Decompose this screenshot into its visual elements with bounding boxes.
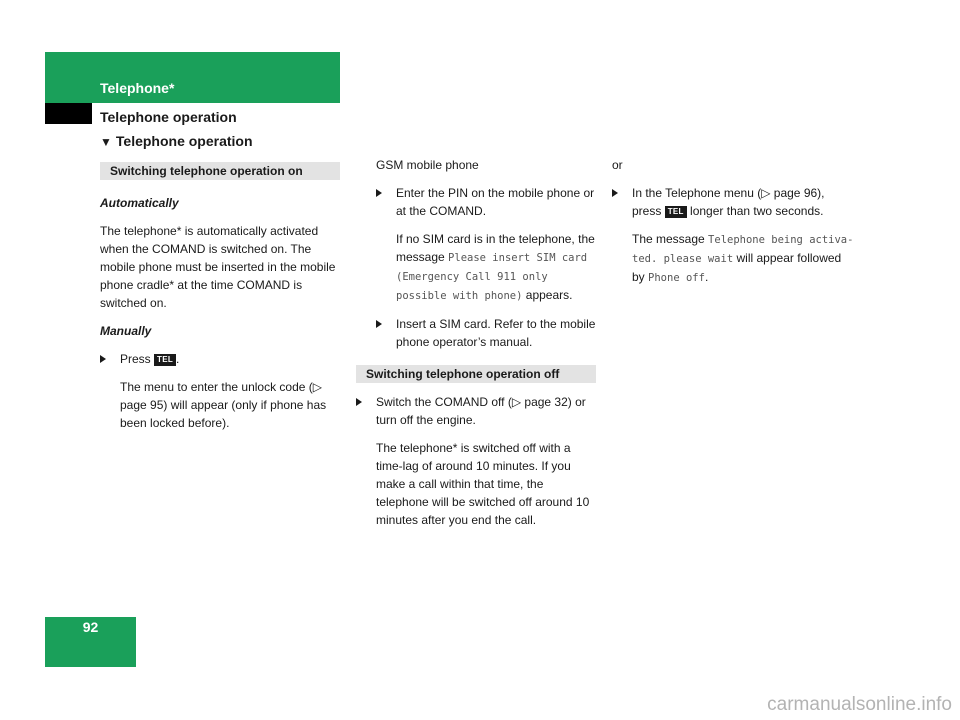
auto-heading: Automatically (100, 196, 179, 210)
menu-bullet: In the Telephone menu (▷ page 96), press TEL longer than two seconds. (612, 184, 857, 220)
press-bullet (100, 350, 340, 368)
column-2 (356, 156, 596, 529)
activating-message: Telephone being activated. please wait (632, 234, 854, 265)
arrow-icon (356, 398, 362, 406)
column-1 (100, 162, 340, 432)
page-number-box (45, 617, 136, 667)
auto-text: The telephone* is automatically activated when the COMAND is switched on. The mobile phone must be inserted in the mobile phone cradle* at the time COMAND is switched on. (100, 224, 336, 310)
section-title-text: Telephone operation (115, 133, 253, 149)
manual-heading: Manually (100, 324, 152, 338)
tel-key-icon: TEL (154, 354, 176, 366)
arrow-icon (376, 189, 382, 197)
nosim-message: Please insert SIM card (Emergency Call 911 only possible with phone) (396, 252, 588, 302)
triangle-down-icon: ▼ (100, 135, 112, 149)
press-end: . (176, 352, 180, 366)
tel-key-icon: TEL (665, 206, 687, 218)
section-title (100, 133, 253, 149)
arrow-icon (376, 320, 382, 328)
insert-bullet: Insert a SIM card. Refer to the mobile phone operator’s manual. (356, 315, 596, 351)
unlock-text: The menu to enter the unlock code (▷ page 95) will appear (only if phone has been locked before). (120, 380, 327, 430)
chapter-title: Telephone* (100, 80, 175, 96)
column-3 (612, 156, 857, 287)
page-ref-icon: ▷ (312, 380, 323, 394)
header-band (45, 52, 340, 103)
or-text: or (612, 158, 623, 172)
gsm-label: GSM mobile phone (376, 158, 479, 172)
phone-off-message: Phone off (648, 272, 705, 284)
arrow-icon (612, 189, 618, 197)
watermark: carmanualsonline.info (767, 694, 952, 715)
nosim-text: If no SIM card is in the telephone, the message Please insert SIM card (Emergency Call 911 only possible with phone) appears. (396, 232, 595, 302)
subchapter-title: Telephone operation (100, 109, 237, 125)
page-ref-icon: ▷ (511, 395, 522, 409)
press-text: Press (120, 352, 151, 366)
off-text: The telephone* is switched off with a time-lag of around 10 minutes. If you make a call within that time, the telephone will be switched off around 10 minutes after you end the call. (376, 441, 590, 527)
section-bar-off: Switching telephone operation off (356, 365, 596, 383)
switch-bullet: Switch the COMAND off (▷ page 32) or turn off the engine. (356, 393, 596, 429)
black-tab (45, 103, 92, 124)
page-ref-icon: ▷ (761, 186, 771, 200)
page-number: 92 (82, 619, 99, 635)
pin-bullet: Enter the PIN on the mobile phone or at the COMAND. (356, 184, 596, 220)
section-bar-on: Switching telephone operation on (100, 162, 340, 180)
message-text: The message Telephone being activated. please wait will appear followed by Phone off. (632, 232, 854, 284)
arrow-icon (100, 355, 106, 363)
